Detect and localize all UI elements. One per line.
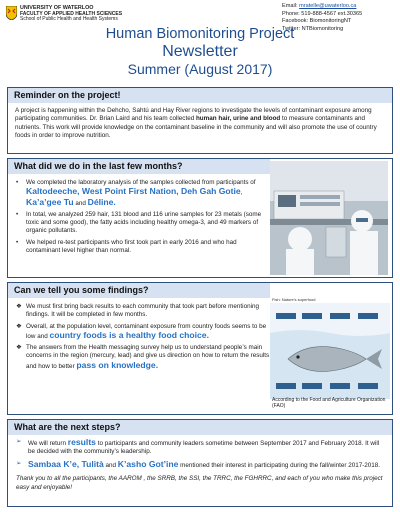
findings-heading: Can we tell you some findings?	[8, 283, 270, 298]
facebook: Facebook: BiomonitoringNT	[282, 18, 352, 25]
email-label: Email:	[282, 3, 300, 9]
title-line-1: Human Biomonitoring Project	[105, 26, 295, 42]
list-item: • In total, we analyzed 259 hair, 131 blood and 116 urine samples for 23 metals (some toxic and some good), the fatty acids including healthy omega-3, and 49 markers of organic pollutants.	[16, 210, 262, 235]
list-item: ❖ The answers from the Health messaging survey help us to understand people’s main concerns in the region (mercury, lead) and give us direction on how to return the results and how to better pass on knowledge.	[16, 344, 270, 370]
arrow-icon: ➢	[16, 438, 22, 445]
lab-image	[270, 161, 388, 275]
done-heading: What did we do in the last few months?	[8, 159, 270, 174]
faculty-name: FACULTY OF APPLIED HEALTH SCIENCES	[20, 10, 123, 17]
page-title	[0, 26, 400, 78]
fish-illustration	[270, 303, 390, 399]
reminder-text: A project is happening within the Dehcho, Sahtú and Hay River regions to investigate the levels of contaminant exposure among participating communities. Dr. Brian Laird and his team collected human hair, urine and blood to measure contaminants and nutrients. This work will provide knowledge on the contaminant baseline in the community and will also promote the use of country foods in order to improve nutrition.	[15, 107, 377, 140]
list-item: ❖ We must first bring back results to each community that took part before mentioning findings. It will be completed in few months.	[16, 303, 259, 319]
list-item: ➢ We will return results to participants and community leaders sometime between September 2017 and February 2018. It will be decided with the community’s leadership.	[16, 437, 380, 456]
university-name: UNIVERSITY OF WATERLOO	[20, 5, 94, 11]
findings-section	[7, 282, 393, 415]
email-link[interactable]: mratelle@uwaterloo.ca	[299, 3, 357, 9]
list-item: • We helped re-test participants who first took part in early 2016 and who had contaminant level higher than normal.	[16, 238, 237, 255]
title-line-3: Summer (August 2017)	[127, 61, 273, 77]
lab-photo	[270, 161, 388, 275]
university-logo	[6, 6, 122, 23]
reminder-heading: Reminder on the project!	[8, 88, 392, 103]
list-item: ❖ Overall, at the population level, contaminant exposure from country foods seems to be low and country foods is a healthy food choice.	[16, 322, 267, 340]
arrow-icon: ➢	[16, 459, 22, 467]
reminder-section	[7, 87, 393, 154]
crest-icon	[6, 6, 17, 20]
next-steps-section	[7, 419, 393, 507]
list-item: • We completed the laboratory analysis of the samples collected from participants of Kaltodeeche, West Point First Nation, Deh Gah Gotie, Ka’a’gee Tu and Déline.	[16, 179, 256, 207]
figure-title: Fish: Nature's superfood	[272, 297, 316, 302]
done-section	[7, 158, 393, 278]
fish-figure	[270, 297, 390, 409]
twitter: Twitter: NTBiomonitoring	[282, 25, 344, 32]
thanks-text: Thank you to all the participants, the AAROM , the SRRB, the SSI, the TRRC, the FGHRRC, and each of you who make this project easy and enjoyable!	[16, 475, 383, 491]
list-item: ➢ Sambaa K’e, Tulità and K’asho Got’ine mentioned their interest in participating during the fall/winter 2017-2018.	[16, 458, 381, 469]
title-line-2: Newsletter	[162, 43, 238, 60]
figure-caption: According to the Food and Agriculture Organization (FAO)	[272, 397, 386, 409]
phone: Phone: 519-888-4567 ext.30365	[282, 10, 363, 17]
next-heading: What are the next steps?	[8, 420, 392, 435]
school-name: School of Public Health and Health Systems	[20, 16, 118, 23]
